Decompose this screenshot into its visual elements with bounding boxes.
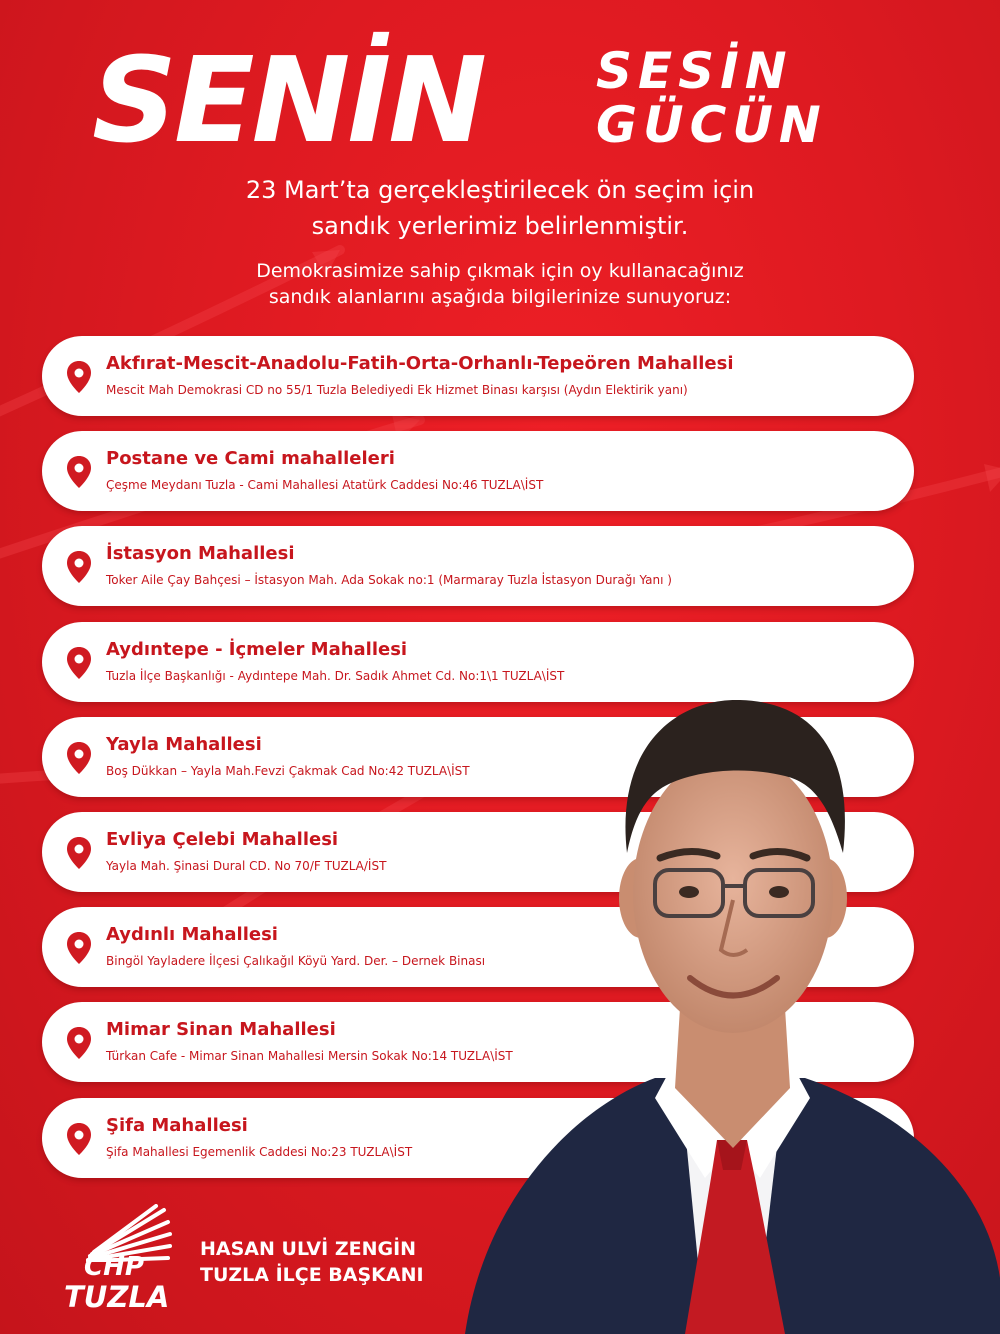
subtitle-line-2: sandık yerlerimiz belirlenmiştir.: [311, 212, 689, 240]
map-pin-icon: [66, 360, 92, 394]
location-card: [42, 431, 914, 511]
location-address: Boş Dükkan – Yayla Mah.Fevzi Çakmak Cad No:42 TUZLA\İST: [106, 763, 470, 778]
logo-city-text: TUZLA: [64, 1280, 170, 1314]
signature-name: HASAN ULVİ ZENGİN: [200, 1238, 417, 1260]
location-address: Mescit Mah Demokrasi CD no 55/1 Tuzla Belediyedi Ek Hizmet Binası karşısı (Aydın Elektirik yanı): [106, 383, 688, 397]
location-card: [42, 336, 914, 416]
headline-gucun: GÜCÜN: [596, 96, 827, 154]
chp-tuzla-logo: [62, 1200, 192, 1320]
location-address: Türkan Cafe - Mimar Sinan Mahallesi Mersin Sokak No:14 TUZLA\İST: [106, 1049, 513, 1064]
location-title: Şifa Mahallesi: [106, 1114, 248, 1136]
logo-party-text: CHP: [84, 1252, 144, 1282]
location-title: Postane ve Cami mahalleleri: [106, 448, 395, 470]
location-title: Evliya Çelebi Mahallesi: [106, 828, 339, 850]
location-address: Çeşme Meydanı Tuzla - Cami Mahallesi Atatürk Caddesi No:46 TUZLA\İST: [106, 478, 544, 493]
map-pin-icon: [66, 455, 92, 489]
signature-role: TUZLA İLÇE BAŞKANI: [200, 1264, 424, 1286]
map-pin-icon: [66, 836, 92, 870]
subtitle: [60, 172, 940, 244]
intro-line-1: Demokrasimize sahip çıkmak için oy kullanacağınız: [256, 260, 744, 282]
map-pin-icon: [66, 931, 92, 965]
headline-sesin: SESİN: [596, 42, 793, 100]
location-address: Toker Aile Çay Bahçesi – İstasyon Mah. Ada Sokak no:1 (Marmaray Tuzla İstasyon Durağı Yanı ): [106, 573, 672, 588]
candidate-portrait: [455, 678, 1000, 1334]
map-pin-icon: [66, 1122, 92, 1156]
location-title: İstasyon Mahallesi: [106, 543, 295, 565]
map-pin-icon: [66, 1026, 92, 1060]
location-title: Aydıntepe - İçmeler Mahallesi: [106, 638, 408, 660]
location-title: Yayla Mahallesi: [106, 733, 262, 755]
location-card: [42, 526, 914, 606]
location-title: Mimar Sinan Mahallesi: [106, 1019, 336, 1041]
map-pin-icon: [66, 550, 92, 584]
headline-senin: SENİN: [92, 31, 485, 169]
headline-sesin-gucun: [596, 44, 827, 152]
location-address: Yayla Mah. Şinasi Dural CD. No 70/F TUZLA/İST: [106, 858, 387, 873]
intro-text: [60, 258, 940, 310]
location-title: Aydınlı Mahallesi: [106, 924, 278, 946]
subtitle-line-1: 23 Mart’ta gerçekleştirilecek ön seçim için: [245, 176, 755, 204]
signature-block: [200, 1236, 424, 1288]
map-pin-icon: [66, 646, 92, 680]
location-address: Şifa Mahallesi Egemenlik Caddesi No:23 TUZLA\İST: [106, 1144, 413, 1159]
location-address: Tuzla İlçe Başkanlığı - Aydıntepe Mah. Dr. Sadık Ahmet Cd. No:1\1 TUZLA\İST: [106, 668, 565, 683]
location-title: Akfırat-Mescit-Anadolu-Fatih-Orta-Orhanlı-Tepeören Mahallesi: [106, 353, 734, 374]
map-pin-icon: [66, 741, 92, 775]
intro-line-2: sandık alanlarını aşağıda bilgilerinize sunuyoruz:: [268, 286, 732, 308]
location-address: Bingöl Yayladere İlçesi Çalıkağıl Köyü Yard. Der. – Dernek Binası: [106, 954, 486, 969]
